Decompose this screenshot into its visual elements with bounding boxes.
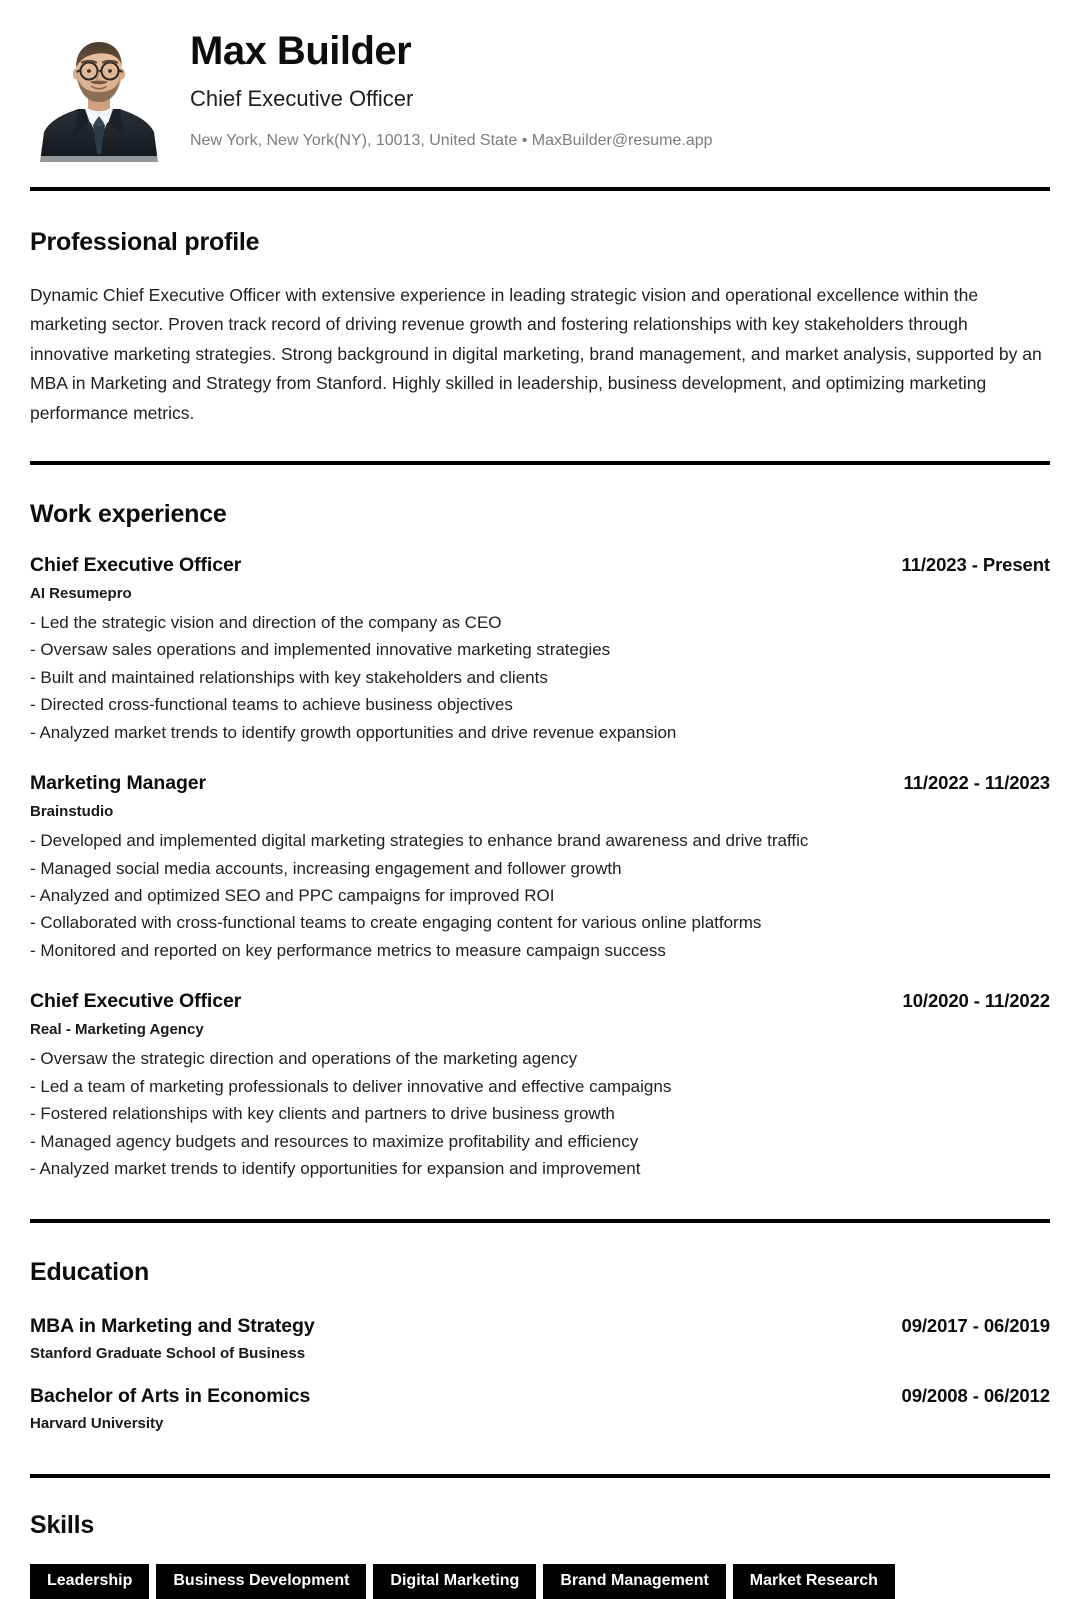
profile-photo-image: [30, 24, 168, 162]
contact-info: New York, New York(NY), 10013, United State • MaxBuilder@resume.app: [190, 131, 713, 149]
experience-bullet: - Managed agency budgets and resources to maximize profitability and efficiency: [30, 1131, 639, 1151]
experience-date: 10/2020 - 11/2022: [902, 990, 1050, 1012]
section-work-experience: [0, 465, 1080, 1186]
experience-entry-header: [30, 772, 1050, 795]
experience-organization: Real - Marketing Agency: [30, 1021, 204, 1039]
experience-bullet: - Directed cross-functional teams to achieve business objectives: [30, 695, 513, 715]
identity-block: [190, 24, 1050, 151]
section-title-work-experience: Work experience: [30, 499, 227, 528]
experience-entry: [30, 990, 1050, 1185]
experience-organization: AI Resumepro: [30, 584, 132, 602]
experience-bullet: - Developed and implemented digital marketing strategies to enhance brand awareness and drive traffic: [30, 831, 809, 851]
experience-bullets: [30, 830, 1050, 967]
section-title-education: Education: [30, 1257, 150, 1286]
experience-bullet: - Managed social media accounts, increasing engagement and follower growth: [30, 858, 622, 878]
education-entry-header: [30, 1315, 1050, 1338]
education-entry: [30, 1315, 1050, 1362]
experience-role: Chief Executive Officer: [30, 553, 242, 576]
experience-entry-header: [30, 554, 1050, 577]
experience-bullet: - Analyzed market trends to identify growth opportunities and drive revenue expansion: [30, 722, 677, 742]
experience-bullets: [30, 612, 1050, 749]
experience-bullets: [30, 1048, 1050, 1185]
experience-date: 11/2022 - 11/2023: [903, 772, 1050, 794]
education-entry: [30, 1385, 1050, 1432]
experience-date: 11/2023 - Present: [901, 553, 1050, 575]
education-institution: Harvard University: [30, 1414, 164, 1432]
header-job-title: Chief Executive Officer: [190, 86, 414, 112]
experience-bullet: - Analyzed and optimized SEO and PPC campaigns for improved ROI: [30, 886, 555, 906]
section-skills: [0, 1478, 1080, 1599]
education-date: 09/2008 - 06/2012: [901, 1384, 1050, 1406]
education-degree: MBA in Marketing and Strategy: [30, 1314, 315, 1337]
section-title-professional-profile: Professional profile: [30, 228, 260, 256]
section-professional-profile: [0, 191, 1080, 428]
experience-bullet: - Oversaw the strategic direction and operations of the marketing agency: [30, 1049, 578, 1069]
experience-bullet: - Oversaw sales operations and implemented innovative marketing strategies: [30, 640, 611, 660]
experience-entry: [30, 554, 1050, 749]
skill-badge: Market Research: [733, 1564, 895, 1599]
experience-bullet: - Built and maintained relationships with key stakeholders and clients: [30, 667, 548, 687]
experience-bullet: - Monitored and reported on key performance metrics to measure campaign success: [30, 940, 666, 960]
section-education: [0, 1223, 1080, 1432]
experience-bullet: - Analyzed market trends to identify opportunities for expansion and improvement: [30, 1159, 641, 1179]
skill-badge: Business Development: [156, 1564, 366, 1599]
education-entry-header: [30, 1385, 1050, 1408]
skill-badge: Leadership: [30, 1564, 149, 1599]
section-title-skills: Skills: [30, 1510, 95, 1539]
skill-badge: Digital Marketing: [373, 1564, 536, 1599]
professional-profile-text: Dynamic Chief Executive Officer with extensive experience in leading strategic vision and operational excellence within the marketing sector. Proven track record of driving revenue growth and fostering relationships with key stakeholders through innovative marketing strategies. Strong background in digital marketing, brand management, and market analysis, supported by an MBA in Marketing and Strategy from Stanford. Highly skilled in leadership, business development, and optimizing marketing performance metrics.: [30, 285, 1042, 423]
education-institution: Stanford Graduate School of Business: [30, 1344, 306, 1362]
experience-bullet: - Led the strategic vision and direction of the company as CEO: [30, 612, 502, 632]
experience-bullet: - Fostered relationships with key clients and partners to drive business growth: [30, 1104, 615, 1124]
experience-organization: Brainstudio: [30, 803, 114, 821]
experience-role: Marketing Manager: [30, 772, 207, 795]
experience-entry-header: [30, 990, 1050, 1013]
resume-header: [0, 0, 1080, 162]
skill-badge: Brand Management: [543, 1564, 725, 1599]
experience-bullet: - Led a team of marketing professionals to deliver innovative and effective campaigns: [30, 1076, 672, 1096]
page-title: Max Builder: [190, 29, 412, 73]
education-degree: Bachelor of Arts in Economics: [30, 1384, 311, 1407]
education-date: 09/2017 - 06/2019: [901, 1314, 1050, 1336]
experience-role: Chief Executive Officer: [30, 990, 242, 1013]
skills-list: [30, 1564, 1050, 1599]
profile-photo: [30, 24, 168, 162]
experience-bullet: - Collaborated with cross-functional teams to create engaging content for various online platforms: [30, 913, 762, 933]
experience-entry: [30, 772, 1050, 967]
